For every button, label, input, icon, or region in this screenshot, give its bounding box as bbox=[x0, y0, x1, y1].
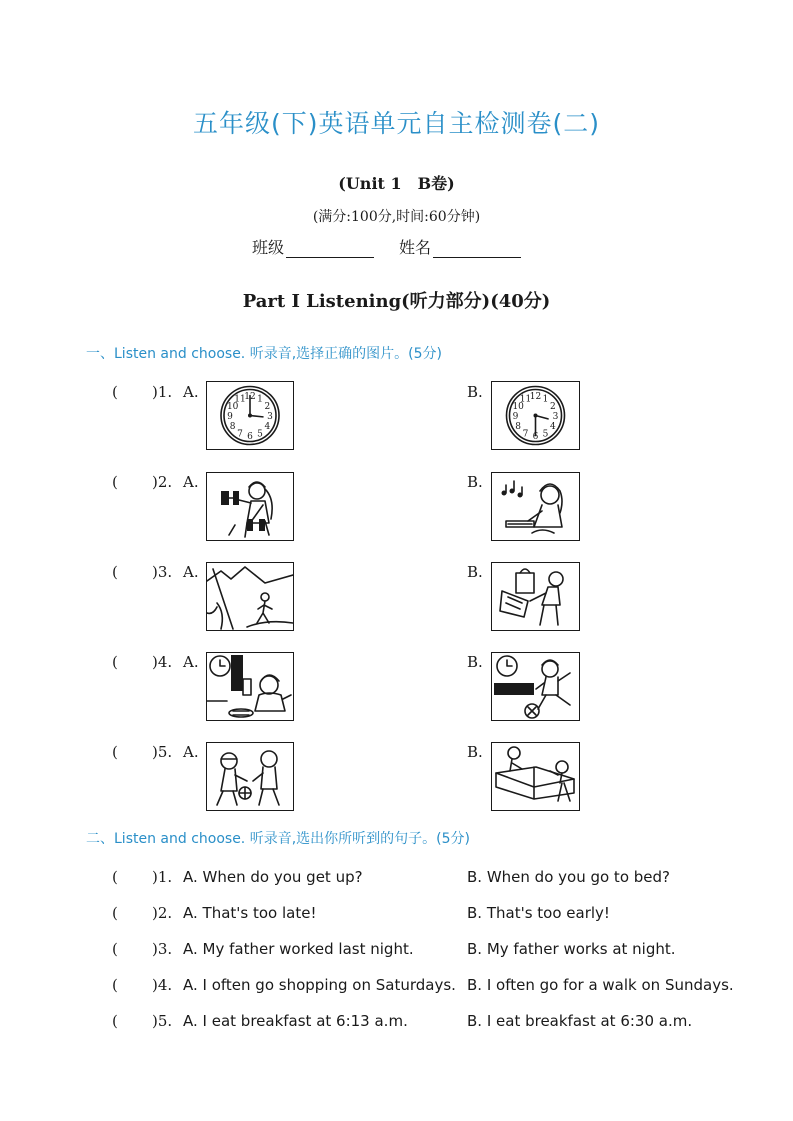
question-number: 4. bbox=[157, 976, 173, 994]
option-a-picture[interactable] bbox=[206, 562, 294, 631]
name-blank[interactable] bbox=[433, 241, 521, 258]
answer-blank[interactable] bbox=[152, 743, 172, 761]
class-name-line bbox=[0, 235, 793, 258]
page-title: 五年级(下)英语单元自主检测卷(二) bbox=[192, 109, 600, 138]
question-number: 4. bbox=[157, 653, 173, 671]
answer-blank[interactable] bbox=[152, 940, 172, 958]
clock-number: 11 bbox=[234, 394, 246, 405]
option-b-picture[interactable] bbox=[491, 381, 580, 450]
option-b-picture[interactable] bbox=[491, 472, 580, 541]
option-a-picture[interactable] bbox=[206, 742, 294, 811]
answer-blank[interactable] bbox=[152, 1012, 172, 1030]
girl-playing-piano-icon bbox=[492, 473, 579, 540]
answer-blank[interactable] bbox=[152, 383, 172, 401]
girl-exercising-icon bbox=[207, 473, 293, 540]
clock-number: 12 bbox=[529, 392, 542, 402]
clock-number: 3 bbox=[552, 412, 559, 422]
answer-bracket-open: ( bbox=[112, 383, 118, 401]
bracket-close: ) bbox=[152, 1012, 158, 1030]
bracket-close: ) bbox=[152, 653, 158, 671]
option-a-sentence[interactable]: A. I often go shopping on Saturdays. bbox=[183, 976, 456, 994]
answer-blank[interactable] bbox=[152, 653, 172, 671]
clock-number: 6 bbox=[247, 432, 253, 442]
clock-number: 7 bbox=[522, 429, 529, 440]
answer-bracket-open: ( bbox=[112, 976, 118, 994]
part-title: Part Ⅰ Listening(听力部分)(40分) bbox=[242, 291, 551, 312]
answer-blank[interactable] bbox=[152, 868, 172, 886]
answer-blank[interactable] bbox=[152, 976, 172, 994]
question-number: 5. bbox=[157, 743, 173, 761]
option-b-sentence[interactable]: B. My father works at night. bbox=[467, 940, 676, 958]
clock-center bbox=[534, 414, 538, 418]
score-time-line: (满分:100分,时间:60分钟) bbox=[312, 209, 481, 225]
option-b-sentence[interactable]: B. When do you go to bed? bbox=[467, 868, 670, 886]
boy-playing-football-icon bbox=[492, 653, 579, 720]
option-a-label: A. bbox=[183, 383, 199, 401]
option-a-picture[interactable] bbox=[206, 381, 294, 450]
bracket-close: ) bbox=[152, 473, 158, 491]
clock-number: 3 bbox=[267, 412, 273, 422]
option-a-label: A. bbox=[183, 653, 199, 671]
clock-number: 1 bbox=[542, 394, 549, 405]
bracket-close: ) bbox=[152, 976, 158, 994]
option-b-label: B. bbox=[467, 743, 483, 761]
bracket-close: ) bbox=[152, 940, 158, 958]
option-a-sentence[interactable]: A. I eat breakfast at 6:13 a.m. bbox=[183, 1012, 408, 1030]
unit-subtitle: (Unit 1 B卷) bbox=[338, 174, 455, 193]
class-blank[interactable] bbox=[286, 241, 374, 258]
answer-bracket-open: ( bbox=[112, 904, 118, 922]
option-a-label: A. bbox=[183, 563, 199, 581]
clock-number: 6 bbox=[532, 432, 539, 442]
answer-bracket-open: ( bbox=[112, 653, 118, 671]
answer-bracket-open: ( bbox=[112, 563, 118, 581]
mountain-climbing-icon bbox=[207, 563, 293, 630]
bracket-close: ) bbox=[152, 904, 158, 922]
answer-bracket-open: ( bbox=[112, 868, 118, 886]
clock-number: 9 bbox=[227, 412, 233, 422]
option-b-picture[interactable] bbox=[491, 652, 580, 721]
option-b-sentence[interactable]: B. That's too early! bbox=[467, 904, 610, 922]
answer-blank[interactable] bbox=[152, 904, 172, 922]
option-b-label: B. bbox=[467, 383, 483, 401]
bracket-close: ) bbox=[152, 743, 158, 761]
boy-eating-icon bbox=[207, 653, 293, 720]
option-b-label: B. bbox=[467, 473, 483, 491]
answer-bracket-open: ( bbox=[112, 940, 118, 958]
playing-basketball-icon bbox=[207, 743, 293, 810]
clock-number: 5 bbox=[542, 429, 549, 440]
clock-icon bbox=[207, 382, 293, 449]
option-a-sentence[interactable]: A. That's too late! bbox=[183, 904, 317, 922]
clock-number: 5 bbox=[257, 429, 263, 440]
question-number: 1. bbox=[157, 383, 173, 401]
answer-bracket-open: ( bbox=[112, 473, 118, 491]
question-number: 5. bbox=[157, 1012, 173, 1030]
answer-blank[interactable] bbox=[152, 563, 172, 581]
option-b-sentence[interactable]: B. I often go for a walk on Sundays. bbox=[467, 976, 734, 994]
answer-blank[interactable] bbox=[152, 473, 172, 491]
clock-number: 8 bbox=[229, 422, 236, 432]
option-a-label: A. bbox=[183, 743, 199, 761]
option-a-sentence[interactable]: A. When do you get up? bbox=[183, 868, 363, 886]
bracket-close: ) bbox=[152, 868, 158, 886]
option-a-sentence[interactable]: A. My father worked last night. bbox=[183, 940, 414, 958]
option-b-label: B. bbox=[467, 653, 483, 671]
clock-number: 10 bbox=[226, 402, 239, 412]
option-b-sentence[interactable]: B. I eat breakfast at 6:30 a.m. bbox=[467, 1012, 693, 1030]
bracket-close: ) bbox=[152, 383, 158, 401]
question-number: 2. bbox=[157, 473, 173, 491]
clock-number: 2 bbox=[264, 402, 271, 412]
option-b-picture[interactable] bbox=[491, 562, 580, 631]
clock-center bbox=[248, 414, 252, 418]
question-number: 1. bbox=[157, 868, 173, 886]
clock-number: 11 bbox=[519, 394, 532, 405]
playing-ping-pong-icon bbox=[492, 743, 579, 810]
clock-number: 9 bbox=[512, 412, 519, 422]
name-label: 姓名 bbox=[399, 238, 432, 257]
question-number: 2. bbox=[157, 904, 173, 922]
bracket-close: ) bbox=[152, 563, 158, 581]
option-a-picture[interactable] bbox=[206, 652, 294, 721]
option-a-label: A. bbox=[183, 473, 199, 491]
section2-heading: 二、Listen and choose. 听录音,选出你所听到的句子。(5分) bbox=[86, 831, 470, 847]
clock-icon bbox=[492, 382, 579, 449]
class-label: 班级 bbox=[251, 238, 284, 257]
question-number: 3. bbox=[157, 563, 173, 581]
section1-heading: 一、Listen and choose. 听录音,选择正确的图片。(5分) bbox=[86, 346, 442, 362]
clock-number: 2 bbox=[549, 402, 556, 412]
answer-bracket-open: ( bbox=[112, 743, 118, 761]
option-a-picture[interactable] bbox=[206, 472, 294, 541]
answer-bracket-open: ( bbox=[112, 1012, 118, 1030]
question-number: 3. bbox=[157, 940, 173, 958]
clock-number: 8 bbox=[515, 422, 522, 432]
clock-number: 4 bbox=[264, 422, 271, 432]
clock-number: 4 bbox=[549, 422, 556, 432]
option-b-label: B. bbox=[467, 563, 483, 581]
clock-number: 1 bbox=[257, 394, 263, 405]
clock-number: 7 bbox=[237, 429, 243, 440]
clock-number: 10 bbox=[512, 402, 524, 412]
shopping-icon bbox=[492, 563, 579, 630]
option-b-picture[interactable] bbox=[491, 742, 580, 811]
clock-number: 12 bbox=[244, 392, 256, 402]
